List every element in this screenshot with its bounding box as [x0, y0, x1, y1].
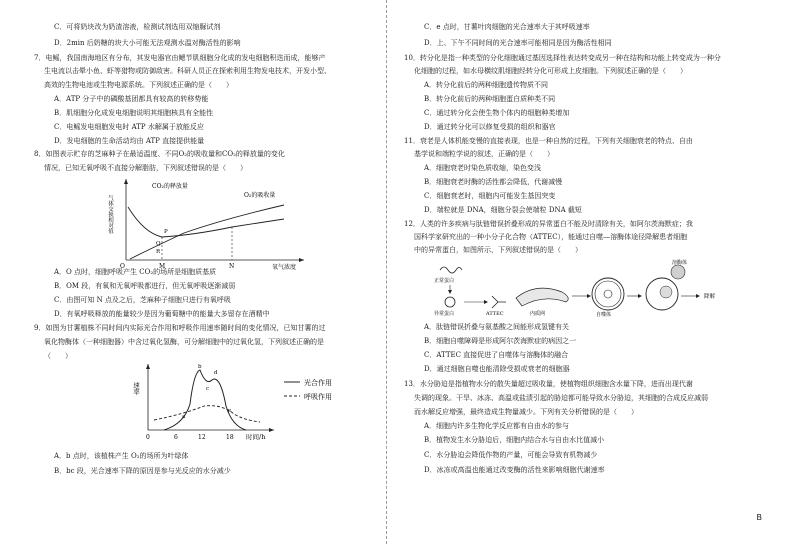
attec-icon [492, 296, 506, 308]
q12-option-d: D．通过细胞自噬也能清除受损或衰老的细胞器 [424, 365, 570, 373]
q9-stem-line1: 9．如图为甘薯植株不同时间内实际光合作用和呼吸作用速率随时间的变化情况，已知甘薯的过 [34, 324, 326, 332]
q9-point-e: e [228, 408, 232, 414]
q9-tick-12: 12 [198, 434, 206, 441]
abnormal-protein-label: 异常蛋白 [434, 311, 455, 317]
endoplasmic-reticulum-icon [516, 288, 568, 306]
q12-option-c: C．ATTEC 直接促进了自噬体与溶酶体的融合 [424, 351, 569, 359]
q10-option-d: D．通过转分化可以修复受损的组织和器官 [424, 123, 556, 131]
q10-option-a: A．转分化前后的两种细胞遗传物质不同 [424, 81, 549, 89]
q9-option-c: C．e 点时，甘薯叶肉细胞的光合速率大于其呼吸速率 [424, 23, 590, 31]
q9-rate-graph [134, 360, 384, 442]
q12-option-b: B．细胞自噬障碍是形成阿尔茨海默症的病因之一 [424, 337, 577, 345]
q9-x-axis-label: 时间/h [246, 433, 266, 441]
q10-stem-line2: 化细胞的过程，如水母横纹肌细胞经转分化可形成上皮细胞。下列叙述正确的是（ ） [414, 67, 687, 75]
q9-option-d: D．上、下午不同时间的光合速率可能相同是因为酶活性相同 [424, 39, 612, 47]
normal-protein-label: 正常蛋白 [434, 278, 455, 284]
q13-option-b: B．植物发生水分胁迫后，细胞内结合水与自由水比值减小 [424, 436, 605, 444]
attec-label: ATTEC [486, 311, 504, 317]
q12-stem-line3: 中的异常蛋白，如图所示，下列叙述错误的是（ ） [414, 246, 582, 254]
q11-option-d: D．端粒就是 DNA，细胞分裂会使端粒 DNA 截短 [424, 206, 582, 214]
q7-stem-line2: 生电流以击晕小鱼、虾等猎物或防御敌害。科研人员正在探索利用生物发电技术，开发小型、 [44, 67, 331, 75]
q13-option-a: A．细胞内许多生物化学反应都有自由水的参与 [424, 422, 570, 430]
q11-option-b: B．细胞衰老时酶的活性都会降低，代谢减慢 [424, 178, 563, 186]
q9-option-a: A．b 点时，该植株产生 O₂的场所为叶绿体 [54, 452, 189, 460]
q8-stem-line1: 8．如图表示贮存的芝麻种子在最适温度、不同O₂的吸收量和CO₂的释放量的变化 [34, 150, 285, 158]
q9-respiration-curve [154, 406, 260, 422]
q6-option-d: D．2min 后奶糖的块大小可能无法观测水温对酶活性的影响 [54, 39, 241, 47]
abnormal-protein-icon [445, 297, 455, 307]
q12-stem-line1: 12．人类的许多疾病与肽链错误折叠形成的异常蛋白不能及时清除有关，如阿尔茨海默症；我 [404, 220, 693, 228]
autophagosome-icon [592, 278, 624, 310]
q13-option-d: D．冰冻或高温也能通过改变酶的活性来影响细胞代谢速率 [424, 466, 605, 474]
q8-tick-m: M [159, 263, 166, 270]
q9-point-a: a [182, 414, 186, 420]
q7-option-c: C．电鳐发电细胞发电时 ATP 水解属于放能反应 [54, 123, 204, 131]
q9-option-b: B．bc 段，光合速率下降的原因是参与光反应的水分减少 [54, 467, 231, 475]
q8-x-axis-label: 氧气浓度 [272, 264, 297, 271]
q9-tick-18: 18 [226, 434, 234, 441]
q9-stem-line2: 氧化物酶体（一种细胞器）中含过氧化氢酶，可分解细胞中的过氧化氢，下列叙述正确的是 [44, 338, 324, 346]
lysosome-label: 溶酶体 [672, 260, 688, 266]
q7-stem-line1: 7．电鳐，我国南海地区有分布，其发电器官由鳃节肌细胞分化成的发电细胞积迭而成，能够产 [34, 54, 326, 62]
q7-option-a: A．ATP 分子中的磷酸基团都具有较高的转移势能 [54, 95, 209, 103]
q11-option-a: A．细胞衰老时染色质收缩，染色变浅 [424, 164, 542, 172]
q7-option-d: D．发电细胞的生命活动均由 ATP 直接提供能量 [54, 137, 205, 145]
q9-y-axis-label: 速率 [132, 382, 140, 395]
q10-stem-line1: 10．转分化是指一种类型的分化细胞通过基因选择性表达转变成另一种在结构和功能上转变成为一种分 [404, 54, 721, 62]
q8-point-q: Q [156, 241, 161, 247]
page-mark: B [756, 513, 762, 522]
q6-option-c: C．可将奶块改为奶渣溶液，检测试剂选用双缩脲试剂 [54, 23, 221, 31]
q9-point-b: b [198, 364, 202, 370]
q12-autophagy-diagram [434, 258, 734, 318]
q9-point-d: d [214, 370, 218, 376]
degrade-label: 降解 [704, 294, 716, 300]
q8-point-p: P [164, 229, 168, 235]
q9-tick-0: 0 [146, 434, 150, 441]
q8-co2-curve [128, 207, 284, 237]
q9-legend-respiration: 呼吸作用 [304, 393, 332, 401]
q8-option-c: C．由图可知 N 点及之后，芝麻种子细胞只进行有氧呼吸 [54, 296, 231, 304]
q9-stem-line3: （ ） [44, 352, 72, 360]
q11-stem-line1: 11．衰老是人体机能变慢的直接表现，也是一种自然的过程，下列有关细胞衰老的特点、自由 [404, 137, 693, 145]
autophagosome-label: 自噬体 [596, 312, 612, 318]
q8-option-b: B．OM 段，有氧和无氧呼吸都进行，但无氧呼吸逐渐减弱 [54, 282, 236, 290]
q10-option-b: B．转分化前后的两种细胞蛋白质种类不同 [424, 95, 556, 103]
q8-origin-label: O [120, 263, 125, 270]
column-divider [386, 0, 387, 544]
q8-y-axis-label: 气体交换相对值 [107, 195, 113, 234]
q13-stem-line1: 13．水分胁迫是指植物水分的散失量超过吸收量，使植物组织细胞含水量下降，进而出现代谢 [404, 380, 693, 388]
q12-option-a: A．肽链错误折叠与氨基酸之间能形成氢键有关 [424, 323, 570, 331]
q8-stem-line2: 情况，已知无氧呼吸不直接分解脂肪，下列叙述错误的是（ ） [44, 164, 247, 172]
q9-photosynthesis-curve [164, 370, 246, 430]
q7-option-b: B．肌细胞分化成发电细胞说明其细胞核具有全能性 [54, 109, 214, 117]
q9-legend-photosynthesis: 光合作用 [304, 379, 332, 387]
normal-protein-icon [440, 267, 462, 273]
q13-option-c: C．水分胁迫会降低作物的产量，可能会导致有机物减少 [424, 451, 598, 459]
q8-tick-n: N [229, 263, 235, 270]
q11-stem-line2: 基学说和端粒学说的叙述，正确的是（ ） [414, 150, 554, 158]
q8-gas-exchange-graph [104, 175, 314, 270]
er-label: 内质网 [530, 311, 546, 317]
q9-tick-6: 6 [174, 434, 178, 441]
q8-o2-label: O₂的吸收量 [244, 192, 276, 199]
q8-co2-label: CO₂的释放量 [152, 183, 188, 190]
q8-point-r: R [156, 249, 161, 255]
q9-point-c: c [206, 386, 210, 392]
q7-stem-line3: 高效的生物电池或生物电源系统。下列叙述正确的是（ ） [44, 81, 233, 89]
q12-stem-line2: 国科学家研究出的一种小分子化合物（ATTEC），能通过自噬—溶酶体途径降解患者细胞 [414, 233, 688, 241]
q13-stem-line2: 失调的现象。干旱、冰冻、高温或盐渍引起的胁迫都可能导致水分胁迫，其细胞的合成反应减弱 [414, 394, 708, 402]
lysosome-icon [671, 265, 685, 279]
q13-stem-line3: 而水解反应增强，最终造成生物量减少。下列有关分析错误的是（ ） [414, 408, 638, 416]
q10-option-c: C．通过转分化会使生物个体内的细胞种类增加 [424, 109, 570, 117]
q8-option-d: D．有氧呼吸释放的能量较少是因为葡萄糖中的能量大多留存在酒精中 [54, 310, 270, 318]
q8-option-a: A．O 点时，细胞呼吸产生 CO₂的场所是细胞质基质 [54, 268, 217, 276]
q11-option-c: C．细胞衰老时，细胞内可能发生基因突变 [424, 192, 556, 200]
